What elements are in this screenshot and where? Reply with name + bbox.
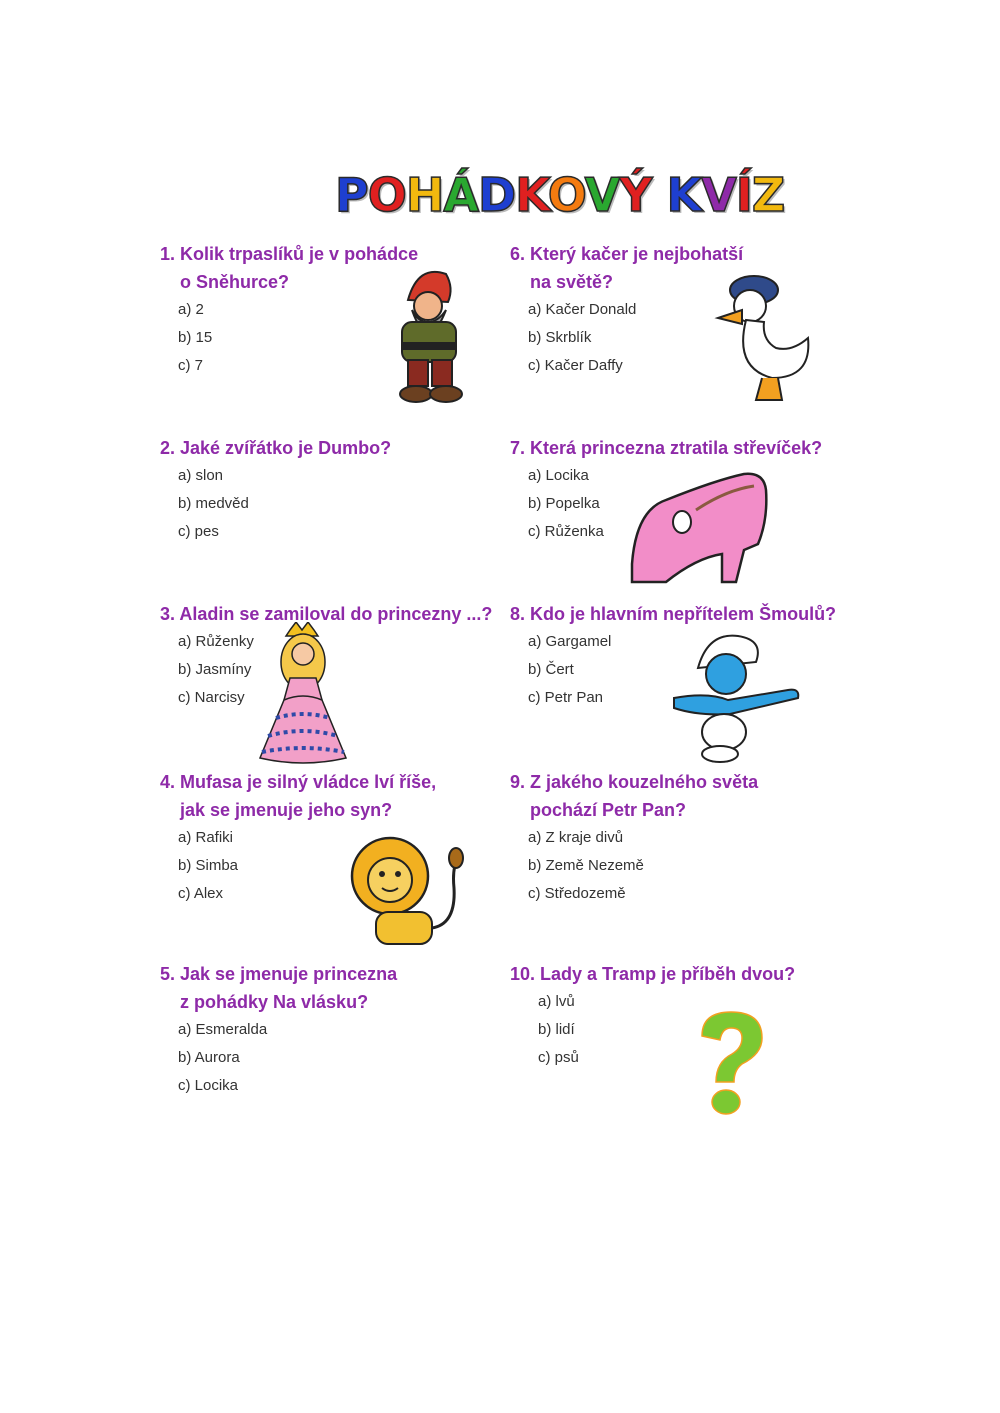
- question-5: [160, 960, 397, 1016]
- answer-option[interactable]: a) Locika: [528, 467, 589, 484]
- shoe-icon: [626, 470, 778, 592]
- answers-6: [528, 296, 636, 380]
- answer-option[interactable]: a) Gargamel: [528, 633, 612, 650]
- answer-option[interactable]: c) Petr Pan: [528, 689, 604, 706]
- princess-icon: [256, 622, 352, 764]
- answer-option[interactable]: a) Rafiki: [178, 829, 234, 846]
- answer-option[interactable]: c) psů: [538, 1049, 579, 1066]
- title-letter: V: [701, 168, 736, 222]
- answer-option[interactable]: a) Esmeralda: [178, 1021, 268, 1038]
- title-letter: Z: [751, 168, 785, 222]
- answers-7: [528, 462, 604, 546]
- dwarf-icon: [388, 266, 472, 410]
- answers-4: [178, 824, 238, 908]
- question-8: [510, 600, 836, 628]
- title-letter: H: [405, 168, 444, 222]
- question-text: 10. Lady a Tramp je příběh dvou?: [510, 964, 796, 984]
- title-letter: K: [515, 168, 548, 222]
- question-10: [510, 960, 795, 988]
- title-letter: Í: [735, 168, 752, 222]
- answer-option[interactable]: a) Z kraje divů: [528, 829, 624, 846]
- title-letter: K: [666, 168, 702, 222]
- question-1: [160, 240, 418, 296]
- title-letter: Á: [443, 168, 478, 222]
- answers-9: [528, 824, 644, 908]
- title-letter: Ý: [619, 168, 652, 222]
- question-9: [510, 768, 758, 824]
- question-text: 1. Kolik trpaslíků je v pohádce: [160, 244, 419, 264]
- answer-option[interactable]: c) pes: [178, 523, 219, 540]
- answer-option[interactable]: b) Aurora: [178, 1049, 240, 1066]
- title-letter: V: [584, 168, 620, 222]
- question-4: [160, 768, 436, 824]
- answer-option[interactable]: b) 15: [178, 329, 213, 346]
- question-text: 7. Která princezna ztratila střevíček?: [510, 438, 823, 458]
- answer-option[interactable]: b) Popelka: [528, 495, 600, 512]
- title-letter: O: [367, 168, 406, 222]
- title-letter: D: [477, 168, 516, 222]
- answer-option[interactable]: b) Země Nezemě: [528, 857, 644, 874]
- answer-option[interactable]: c) Alex: [178, 885, 224, 902]
- answer-option[interactable]: c) Středozemě: [528, 885, 626, 902]
- question-text: jak se jmenuje jeho syn?: [180, 800, 393, 820]
- answer-option[interactable]: a) lvů: [538, 993, 575, 1010]
- answers-8: [528, 628, 611, 712]
- lion-icon: [346, 828, 468, 956]
- answers-5: [178, 1016, 267, 1100]
- question-2: [160, 434, 391, 462]
- question-text: 4. Mufasa je silný vládce lví říše,: [160, 772, 437, 792]
- answer-option[interactable]: b) Jasmíny: [178, 661, 252, 678]
- answers-3: [178, 628, 254, 712]
- question-text: 9. Z jakého kouzelného světa: [510, 772, 759, 792]
- answer-option[interactable]: b) medvěd: [178, 495, 249, 512]
- answers-10: [538, 988, 579, 1072]
- answers-2: [178, 462, 249, 546]
- answer-option[interactable]: c) 7: [178, 357, 204, 374]
- duck-icon: [712, 268, 816, 410]
- page-title: [335, 168, 785, 224]
- question-text: z pohádky Na vlásku?: [180, 992, 369, 1012]
- question-text: o Sněhurce?: [180, 272, 290, 292]
- question-7: [510, 434, 822, 462]
- question-6: [510, 240, 743, 296]
- answer-option[interactable]: a) Kačer Donald: [528, 301, 637, 318]
- answer-option[interactable]: b) Čert: [528, 661, 574, 678]
- answer-option[interactable]: b) Skrblík: [528, 329, 592, 346]
- question-text: 5. Jak se jmenuje princezna: [160, 964, 398, 984]
- question-text: 2. Jaké zvířátko je Dumbo?: [160, 438, 392, 458]
- answer-option[interactable]: a) 2: [178, 301, 204, 318]
- question-text: 8. Kdo je hlavním nepřítelem Šmoulů?: [510, 604, 837, 624]
- answer-option[interactable]: c) Růženka: [528, 523, 604, 540]
- question-text: na světě?: [530, 272, 614, 292]
- answer-option[interactable]: b) lidí: [538, 1021, 575, 1038]
- answer-option[interactable]: a) Růženky: [178, 633, 254, 650]
- answer-option[interactable]: a) slon: [178, 467, 224, 484]
- answer-option[interactable]: c) Narcisy: [178, 689, 245, 706]
- answer-option[interactable]: c) Locika: [178, 1077, 239, 1094]
- question-text: 3. Aladin se zamiloval do princezny ...?: [160, 604, 493, 624]
- title-letter: [652, 168, 667, 222]
- question-text: pochází Petr Pan?: [530, 800, 687, 820]
- answers-1: [178, 296, 212, 380]
- smurf-icon: [668, 628, 808, 764]
- title-letter: O: [547, 168, 585, 222]
- question-text: 6. Který kačer je nejbohatší: [510, 244, 744, 264]
- answer-option[interactable]: c) Kačer Daffy: [528, 357, 623, 374]
- title-letter: P: [335, 168, 368, 222]
- question-mark-icon: [694, 1008, 768, 1118]
- answer-option[interactable]: b) Simba: [178, 857, 239, 874]
